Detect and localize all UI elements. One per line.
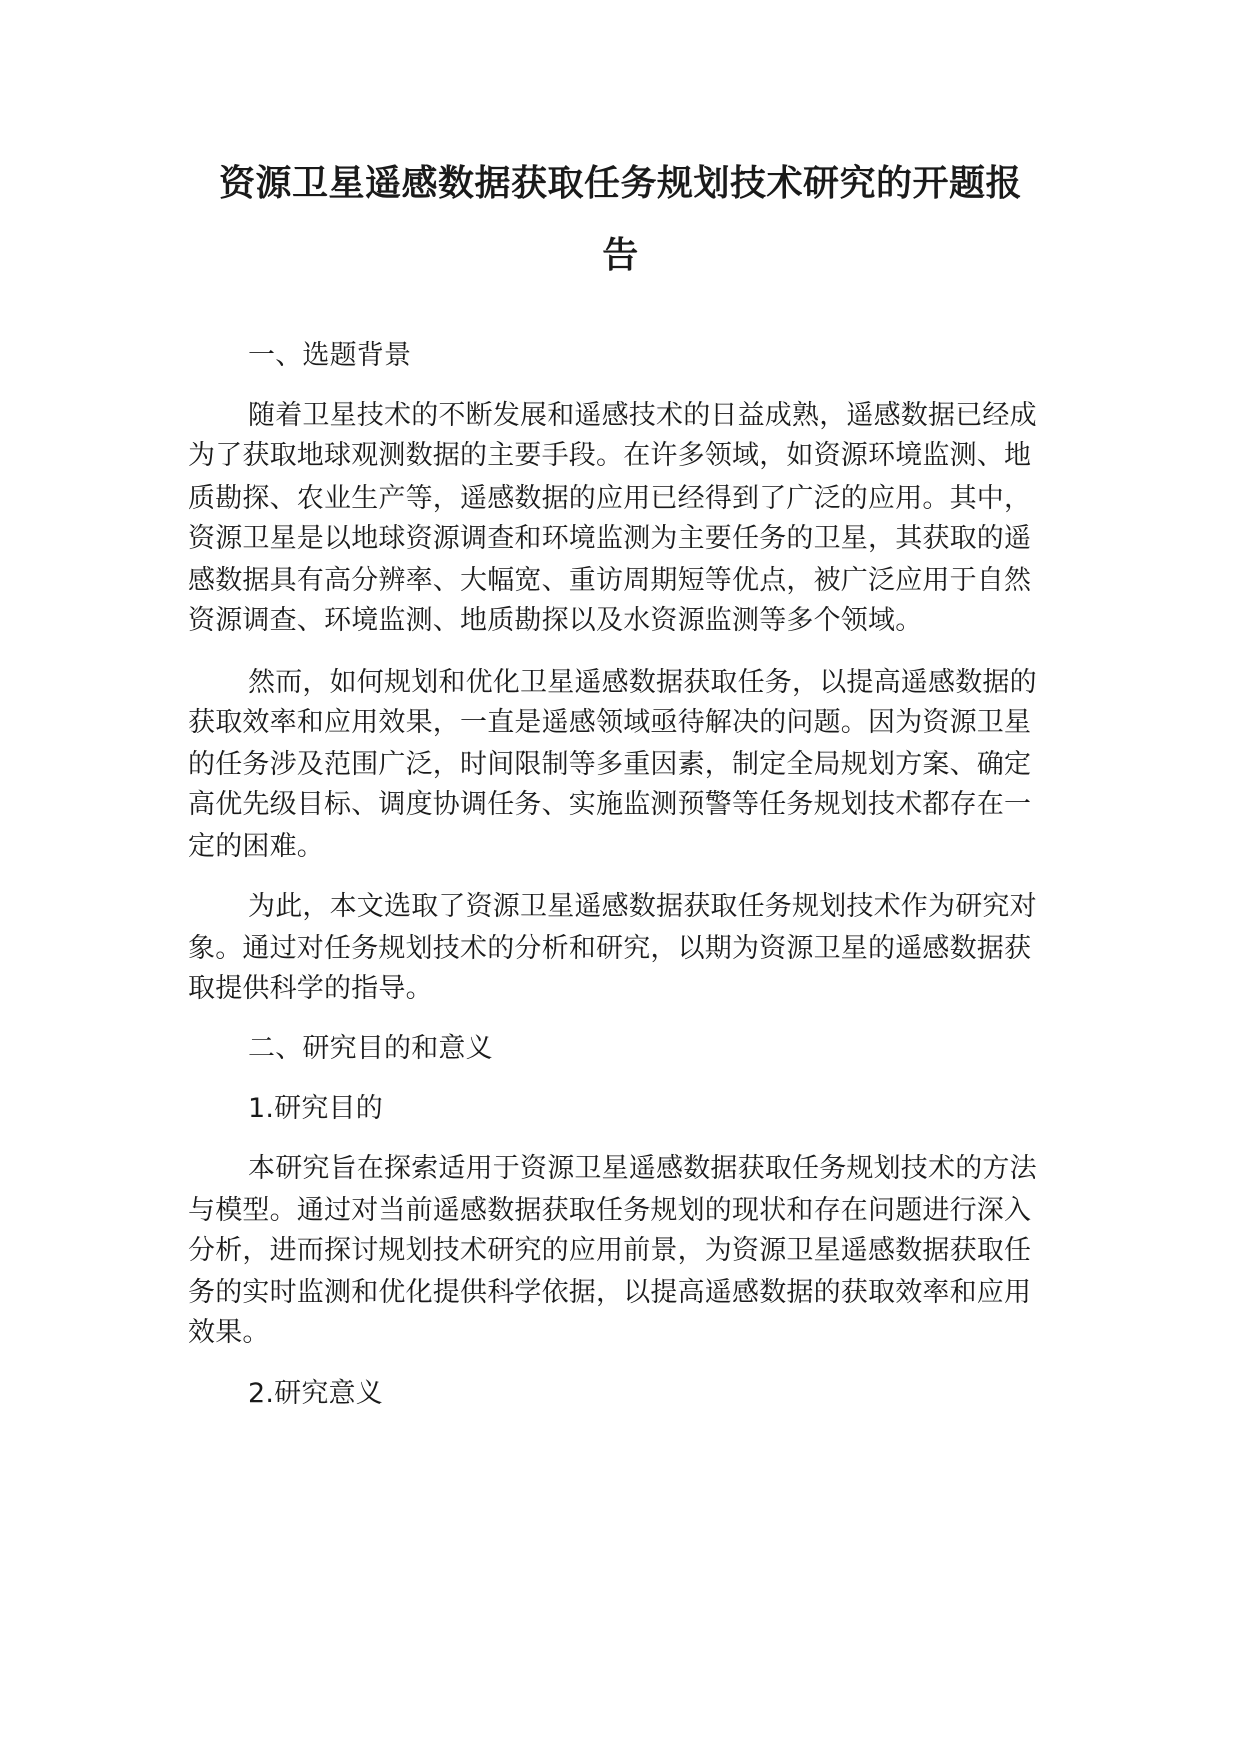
paragraph-line: 务的实时监测和优化提供科学依据，以提高遥感数据的获取效率和应用 [188,1277,1032,1308]
paragraph-line: 效果。 [188,1317,270,1348]
paragraph-line: 质勘探、农业生产等，遥感数据的应用已经得到了广泛的应用。其中， [188,483,1032,514]
paragraph-line: 高优先级目标、调度协调任务、实施监测预警等任务规划技术都存在一 [188,789,1032,820]
document-title-line-2: 告 [602,235,639,276]
paragraph-line: 定的困难。 [188,831,324,862]
paragraph-line: 感数据具有高分辨率、大幅宽、重访周期短等优点，被广泛应用于自然 [188,565,1032,596]
paragraph-line: 为此，本文选取了资源卫星遥感数据获取任务规划技术作为研究对 [248,891,1037,922]
paragraph-line: 的任务涉及范围广泛，时间限制等多重因素，制定全局规划方案、确定 [188,749,1032,780]
section-heading-background: 一、选题背景 [248,340,412,371]
paragraph-line: 资源卫星是以地球资源调查和环境监测为主要任务的卫星，其获取的遥 [188,523,1032,554]
paragraph-line: 分析，进而探讨规划技术研究的应用前景，为资源卫星遥感数据获取任 [188,1235,1032,1266]
subsection-heading-significance: 2.研究意义 [248,1378,383,1409]
paragraph-line: 为了获取地球观测数据的主要手段。在许多领域，如资源环境监测、地 [188,440,1032,471]
paragraph-line: 象。通过对任务规划技术的分析和研究，以期为资源卫星的遥感数据获 [188,933,1032,964]
section-heading-purpose-significance: 二、研究目的和意义 [248,1033,493,1064]
paragraph-line: 取提供科学的指导。 [188,973,433,1004]
paragraph-line: 然而，如何规划和优化卫星遥感数据获取任务，以提高遥感数据的 [248,667,1037,698]
document-title-line-1: 资源卫星遥感数据获取任务规划技术研究的开题报 [218,163,1022,204]
paragraph-line: 随着卫星技术的不断发展和遥感技术的日益成熟，遥感数据已经成 [248,400,1037,431]
paragraph-line: 与模型。通过对当前遥感数据获取任务规划的现状和存在问题进行深入 [188,1195,1032,1226]
paragraph-line: 本研究旨在探索适用于资源卫星遥感数据获取任务规划技术的方法 [248,1153,1037,1184]
paragraph-line: 资源调查、环境监测、地质勘探以及水资源监测等多个领域。 [188,605,923,636]
subsection-heading-purpose: 1.研究目的 [248,1093,383,1124]
paragraph-line: 获取效率和应用效果，一直是遥感领域亟待解决的问题。因为资源卫星 [188,707,1032,738]
